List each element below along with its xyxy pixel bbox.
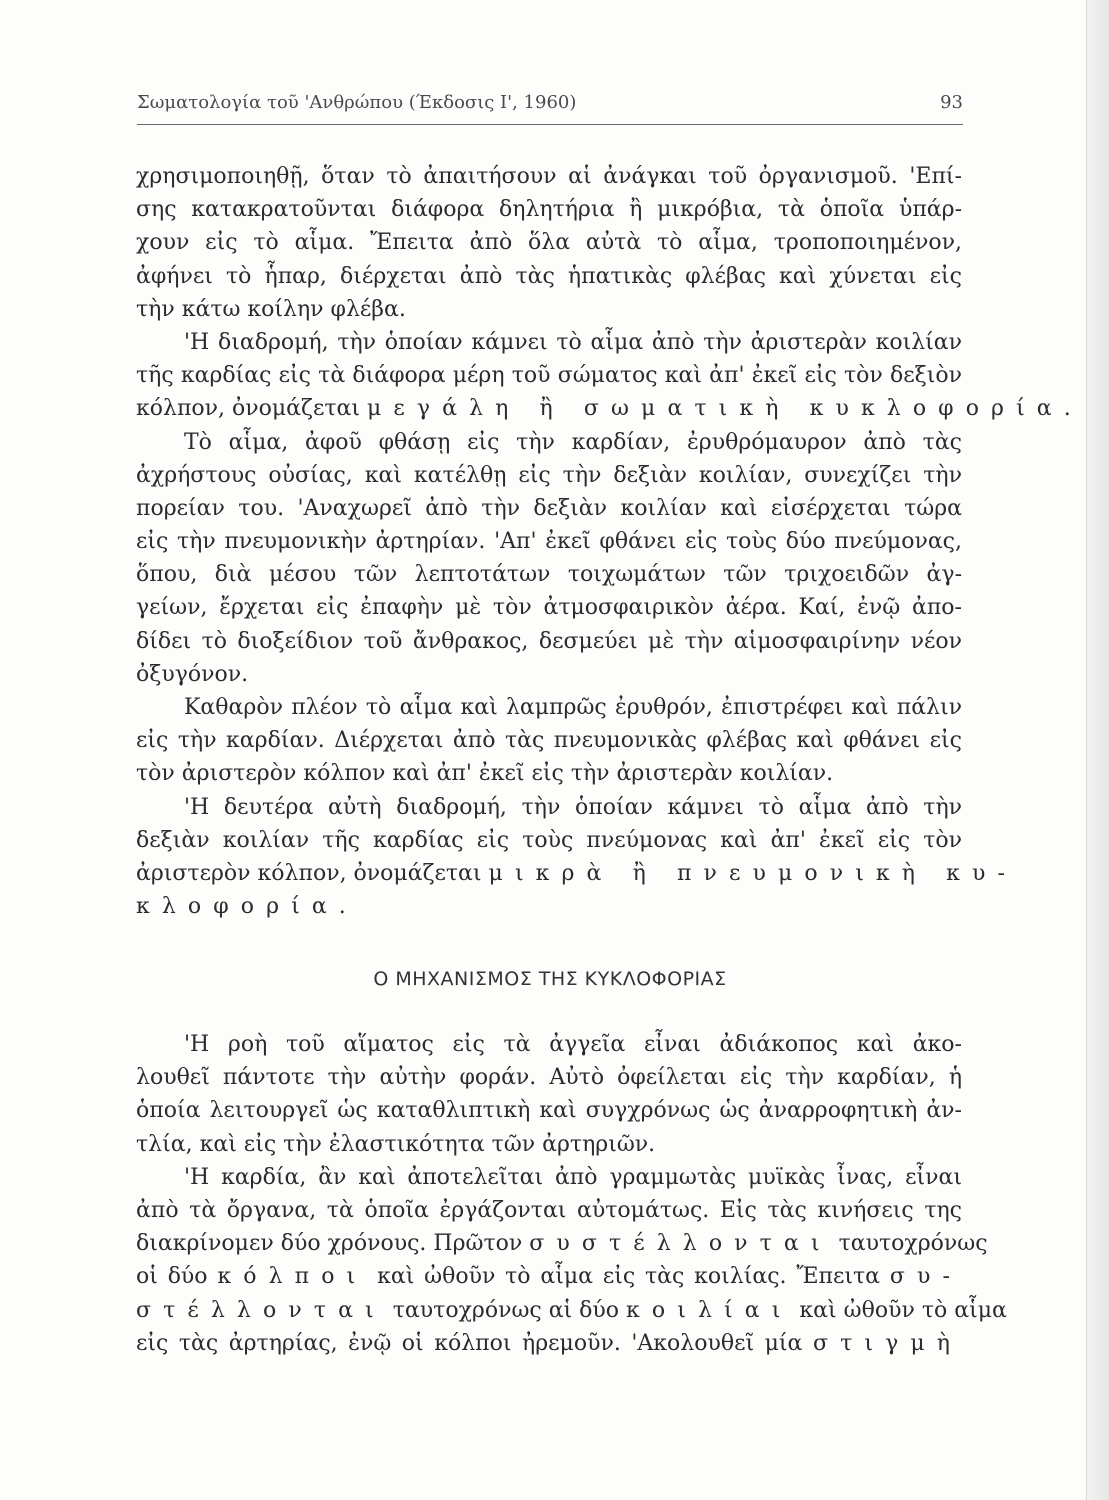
- text-segment: οἱ δύο: [136, 1264, 208, 1290]
- text-segment: κόλπον, ὀνομάζεται: [136, 396, 360, 422]
- spaced-term: κλοφορία.: [136, 894, 358, 920]
- running-head: [137, 92, 963, 120]
- text-segment: διακρίνομεν δύο χρόνους. Πρῶτον: [136, 1231, 523, 1257]
- spaced-term: κοιλίαι: [626, 1297, 793, 1323]
- text-line: [136, 1327, 962, 1360]
- text-line: δίδει τὸ διοξείδιον τοῦ ἄνθρακος, δεσμεύει μὲ τὴν αἱμοσφαιρίνην νέον: [136, 628, 962, 654]
- text-line: ὁποία λειτουργεῖ ὡς καταθλιπτικὴ καὶ συγχρόνως ὡς ἀναρροφητικὴ ἀν-: [136, 1098, 962, 1124]
- text-line: [136, 392, 1083, 425]
- text-line: 'Η καρδία, ἂν καὶ ἀποτελεῖται ἀπὸ γραμμωτὰς μυϊκὰς ἶνας, εἶναι: [184, 1164, 962, 1190]
- spaced-term: συ-: [889, 1264, 963, 1290]
- text-line: πορείαν του. 'Αναχωρεῖ ἀπὸ τὴν δεξιὰν κοιλίαν καὶ εἰσέρχεται τώρα: [136, 495, 962, 521]
- text-line: τλία, καὶ εἰς τὴν ἐλαστικότητα τῶν ἀρτηριῶν.: [136, 1131, 656, 1157]
- spaced-term: κόλποι: [217, 1264, 368, 1290]
- text-line: ἀφήνει τὸ ἧπαρ, διέρχεται ἀπὸ τὰς ἡπατικὰς φλέβας καὶ χύνεται εἰς: [136, 263, 962, 289]
- spaced-term: μικρὰ ἢ πνευμονικὴ κυ-: [488, 860, 1018, 886]
- spaced-term: μεγάλη ἢ σωματικὴ κυκλοφορία.: [367, 396, 1083, 422]
- text-segment: καὶ ὠθοῦν τὸ αἷμα εἰς τὰς κοιλίας. Ἔπειτα: [377, 1264, 881, 1290]
- text-line: λουθεῖ πάντοτε τὴν αὐτὴν φοράν. Αὐτὸ ὀφείλεται εἰς τὴν καρδίαν, ἡ: [136, 1065, 962, 1091]
- text-line: χρησιμοποιηθῇ, ὅταν τὸ ἀπαιτήσουν αἱ ἀνάγκαι τοῦ ὀργανισμοῦ. 'Επί-: [136, 164, 962, 189]
- header-rule: [137, 124, 963, 125]
- text-line: εἰς τὴν πνευμονικὴν ἀρτηρίαν. 'Απ' ἐκεῖ φθάνει εἰς τοὺς δύο πνεύμονας,: [136, 529, 962, 555]
- text-line: εἰς τὴν καρδίαν. Διέρχεται ἀπὸ τὰς πνευμονικὰς φλέβας καὶ φθάνει εἰς: [136, 728, 962, 754]
- text-line: [136, 1227, 988, 1260]
- text-line: τὴν κάτω κοίλην φλέβα.: [136, 296, 406, 322]
- text-line: 'Η διαδρομή, τὴν ὁποίαν κάμνει τὸ αἷμα ἀπὸ τὴν ἀριστερὰν κοιλίαν: [184, 329, 962, 355]
- spaced-term: συστέλλονται: [529, 1231, 832, 1257]
- running-head-title: Σωματολογία τοῦ 'Ανθρώπου (Έκδοσις Ι', 1960): [137, 92, 577, 113]
- text-line: σης κατακρατοῦνται διάφορα δηλητήρια ἢ μικρόβια, τὰ ὁποῖα ὑπάρ-: [136, 197, 962, 223]
- page-number: 93: [940, 92, 963, 113]
- text-line: τὸν ἀριστερὸν κόλπον καὶ ἀπ' ἐκεῖ εἰς τὴν ἀριστερὰν κοιλίαν.: [136, 761, 834, 787]
- page-edge: [1086, 0, 1109, 1500]
- text-line: τῆς καρδίας εἰς τὰ διάφορα μέρη τοῦ σώματος καὶ ἀπ' ἐκεῖ εἰς τὸν δεξιὸν: [136, 363, 962, 389]
- text-segment: εἰς τὰς ἀρτηρίας, ἐνῷ οἱ κόλποι ἠρεμοῦν. 'Ακολουθεῖ μία: [136, 1330, 803, 1356]
- body-text-bottom: [136, 1028, 1007, 1360]
- text-line: δεξιὰν κοιλίαν τῆς καρδίας εἰς τοὺς πνεύμονας καὶ ἀπ' ἐκεῖ εἰς τὸν: [136, 827, 962, 853]
- text-line: ὀξυγόνον.: [136, 661, 249, 687]
- text-line: ὅπου, διὰ μέσου τῶν λεπτοτάτων τοιχωμάτων τῶν τριχοειδῶν ἀγ-: [136, 562, 962, 588]
- spaced-term: στέλλονται: [136, 1297, 386, 1323]
- text-line: Τὸ αἷμα, ἀφοῦ φθάσῃ εἰς τὴν καρδίαν, ἐρυθρόμαυρον ἀπὸ τὰς: [184, 429, 962, 455]
- section-heading: Ο ΜΗΧΑΝΙΣΜΟΣ ΤΗΣ ΚΥΚΛΟΦΟΡΙΑΣ: [373, 968, 727, 990]
- text-segment: ταυτοχρόνως: [838, 1231, 988, 1257]
- text-line: [136, 1294, 1007, 1327]
- text-line: ἀχρήστους οὐσίας, καὶ κατέλθῃ εἰς τὴν δεξιὰν κοιλίαν, συνεχίζει τὴν: [136, 462, 962, 488]
- text-line: χουν εἰς τὸ αἷμα. Ἔπειτα ἀπὸ ὅλα αὐτὰ τὸ αἷμα, τροποποιημένον,: [136, 230, 962, 256]
- body-text-top: [136, 160, 1083, 923]
- text-line: 'Η δευτέρα αὐτὴ διαδρομή, τὴν ὁποίαν κάμνει τὸ αἷμα ἀπὸ τὴν: [184, 794, 962, 820]
- text-segment: ταυτοχρόνως αἱ δύο: [392, 1297, 620, 1323]
- text-line: [136, 857, 1018, 890]
- text-segment: ἀριστερὸν κόλπον, ὀνομάζεται: [136, 860, 482, 886]
- text-line: γείων, ἔρχεται εἰς ἐπαφὴν μὲ τὸν ἀτμοσφαιρικὸν ἀέρα. Καί, ἐνῷ ἀπο-: [136, 595, 962, 621]
- text-line: 'Η ροὴ τοῦ αἵματος εἰς τὰ ἀγγεῖα εἶναι ἀδιάκοπος καὶ ἀκο-: [184, 1032, 962, 1057]
- text-line: [136, 1260, 962, 1293]
- text-line: Καθαρὸν πλέον τὸ αἷμα καὶ λαμπρῶς ἐρυθρόν, ἐπιστρέφει καὶ πάλιν: [184, 695, 962, 720]
- text-segment: καὶ ὠθοῦν τὸ αἷμα: [799, 1297, 1007, 1323]
- spaced-term: στιγμὴ: [812, 1330, 963, 1356]
- text-line: ἀπὸ τὰ ὄργανα, τὰ ὁποῖα ἐργάζονται αὐτομάτως. Εἰς τὰς κινήσεις της: [136, 1197, 962, 1223]
